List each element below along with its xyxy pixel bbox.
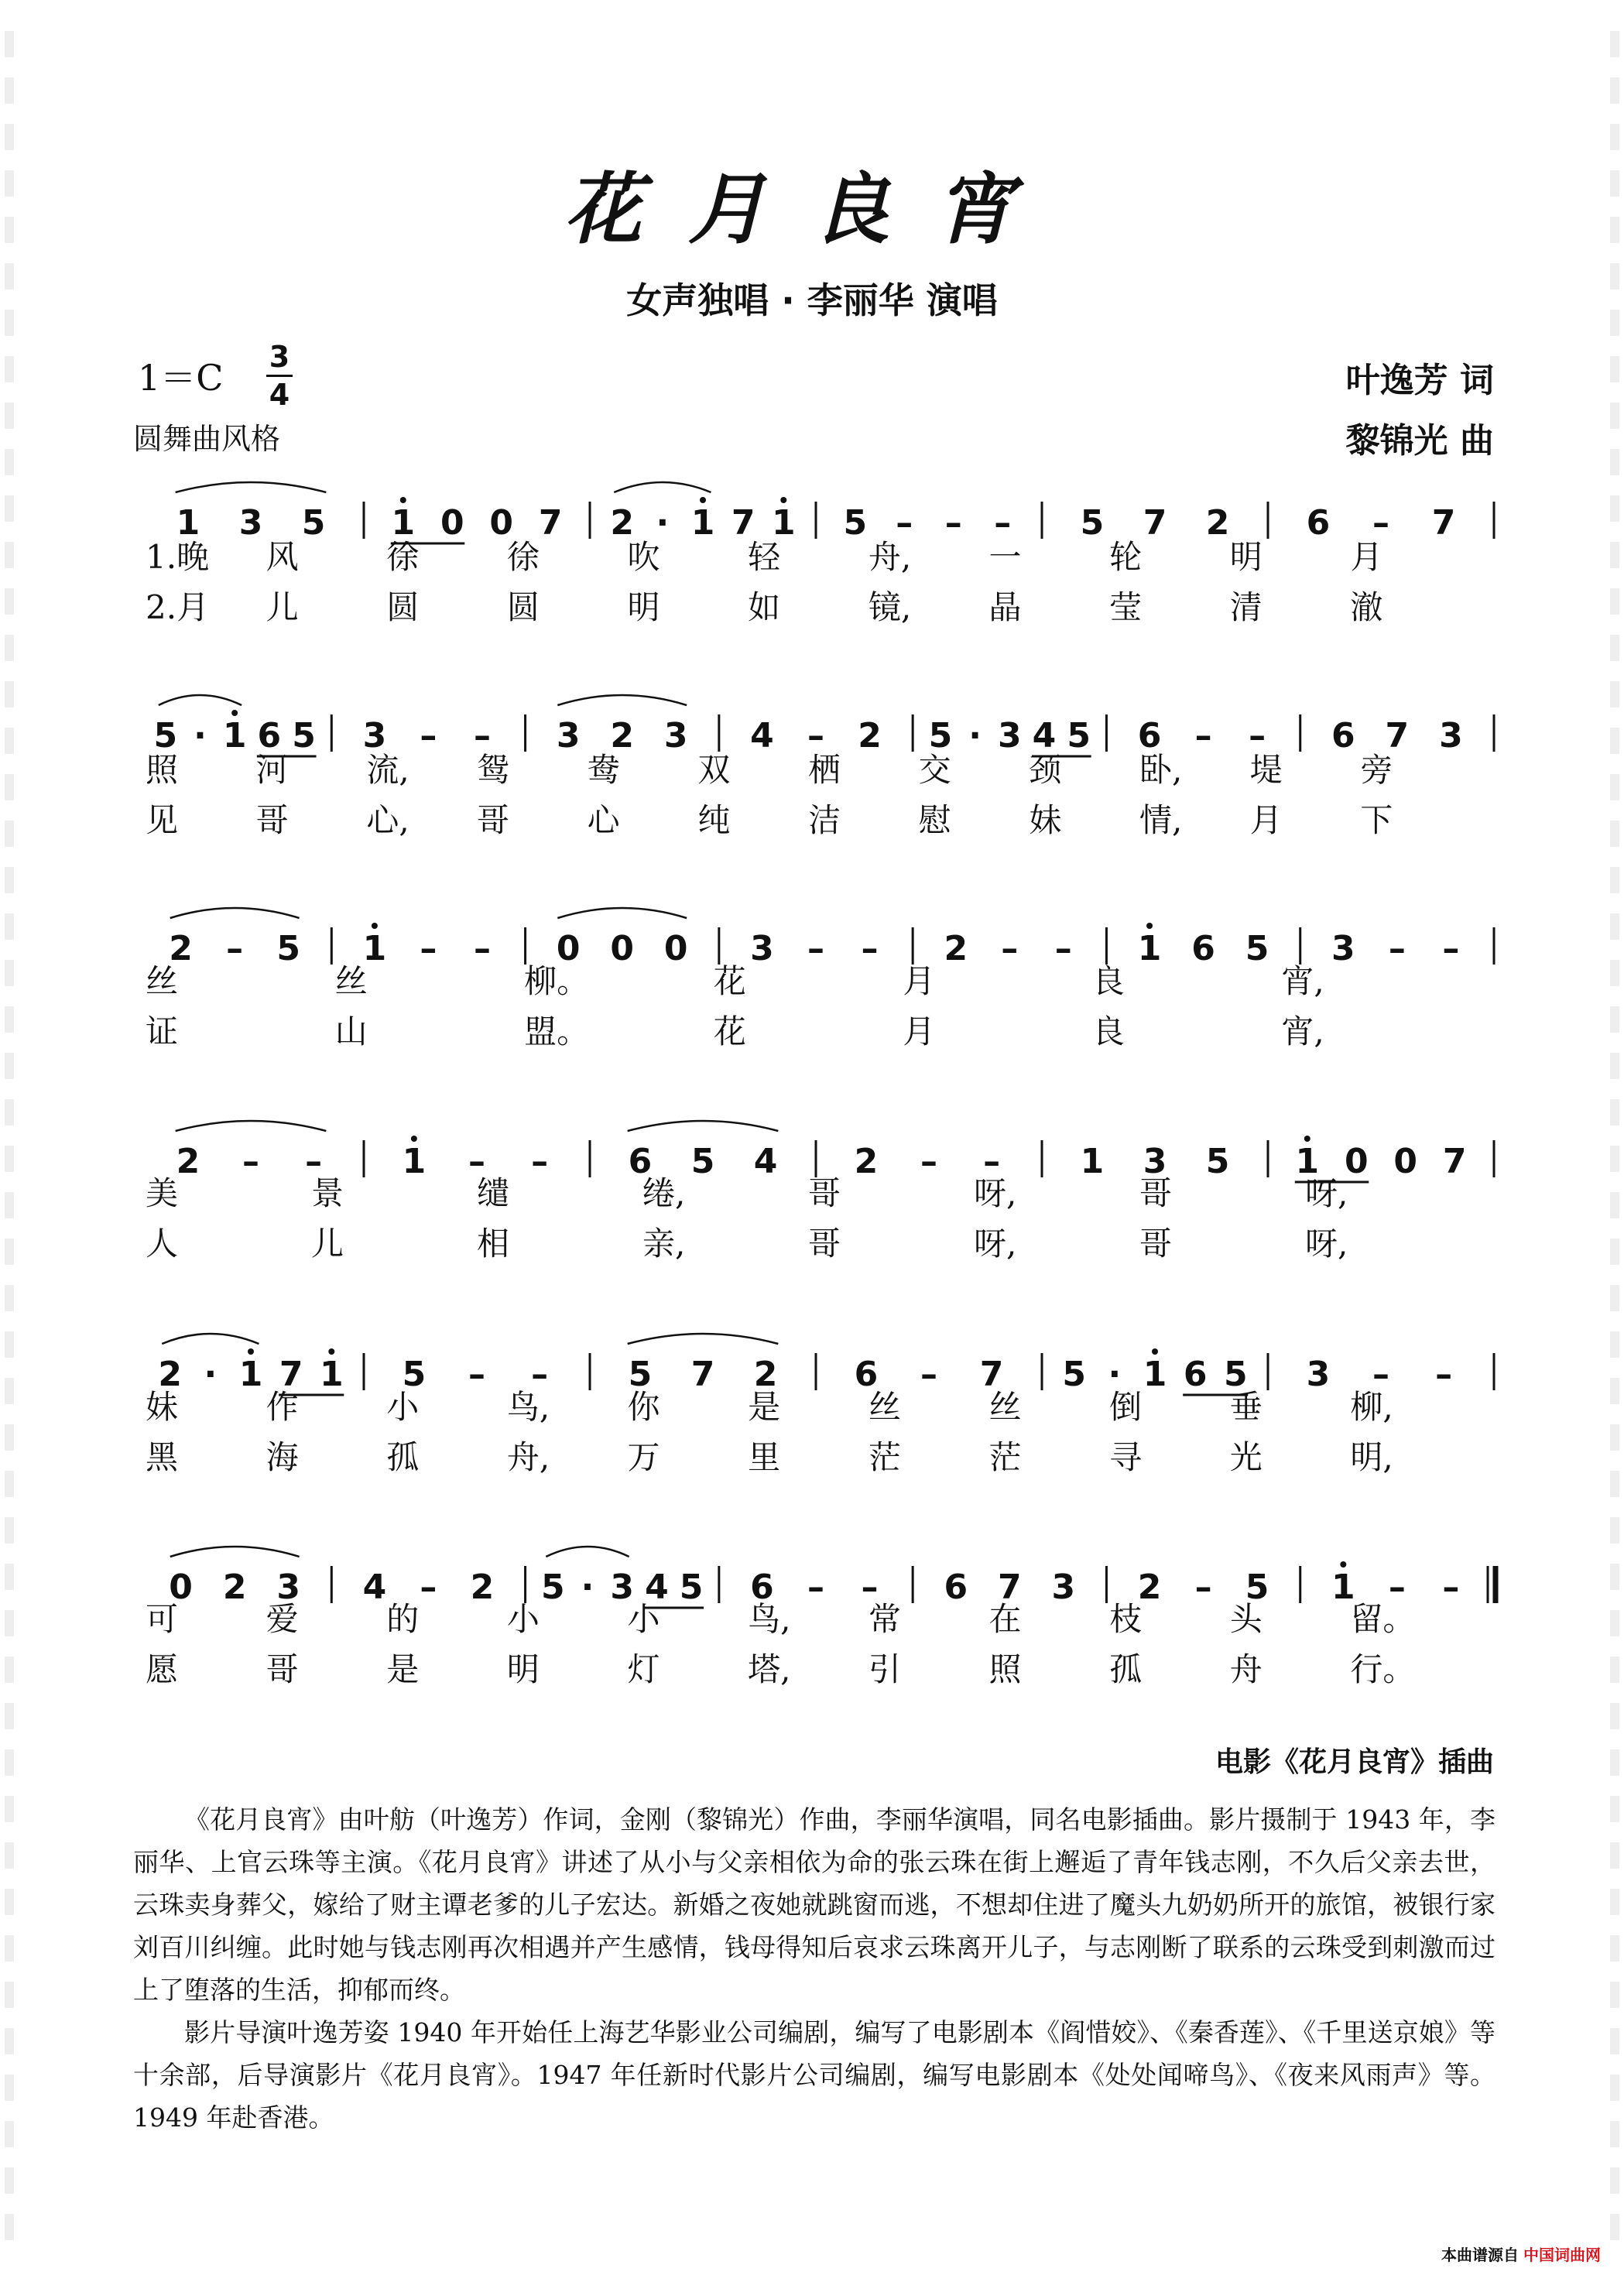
note: 4 <box>645 1568 669 1607</box>
note: 1 <box>1295 1142 1320 1181</box>
note: 6 <box>750 1568 774 1607</box>
dash-mark: – <box>468 1142 485 1181</box>
song-notes <box>133 1798 1496 2139</box>
lyric-verse-1: 呀, <box>974 1174 1017 1212</box>
slur <box>170 908 300 918</box>
lyric-verse-1: 哥 <box>808 1174 841 1212</box>
lyric-verse-2: 良 <box>1091 1013 1125 1050</box>
footer-brand-link[interactable]: 中国词曲网 <box>1523 2246 1601 2264</box>
lyric-verse-1: 的 <box>386 1600 420 1638</box>
lyric-verse-1: 徐 <box>506 538 540 576</box>
note: 6 <box>1191 929 1215 968</box>
note: 7 <box>979 1355 1004 1394</box>
lyric-verse-2: 孤 <box>386 1438 420 1476</box>
lyric-verse-1: 小 <box>627 1600 660 1638</box>
note: 1 <box>771 503 796 543</box>
dash-mark: – <box>242 1142 259 1181</box>
dash-mark: – <box>420 716 437 756</box>
note: 2 <box>1137 1568 1162 1607</box>
lyric-verse-2: 茫 <box>868 1438 901 1476</box>
dash-mark: – <box>1372 1355 1389 1394</box>
note: 0 <box>663 929 688 968</box>
note: 1 <box>391 503 416 543</box>
high-octave-dot <box>1146 923 1153 929</box>
high-octave-dot <box>411 1136 417 1142</box>
note: 5 <box>690 1142 715 1181</box>
slur <box>176 1121 327 1131</box>
lyric-verse-2: 舟 <box>1229 1650 1263 1688</box>
lyric-verse-1: 吹 <box>627 538 660 576</box>
note: 0 <box>1393 1142 1418 1181</box>
composer-credit: 黎锦光 曲 <box>1345 421 1494 461</box>
note: 1 <box>1143 1355 1167 1394</box>
dot-mark: · <box>581 1568 594 1607</box>
lyric-verse-2: 灯 <box>627 1650 660 1688</box>
lyric-verse-2: 月 <box>1249 801 1283 839</box>
dot-mark: · <box>656 503 670 543</box>
dash-mark: – <box>468 1355 485 1394</box>
lyric-verse-2: 纯 <box>697 801 731 839</box>
note: 1 <box>222 716 247 756</box>
note: 7 <box>731 503 755 543</box>
footer-source: 本曲谱源自 <box>1441 2246 1519 2264</box>
note: 4 <box>750 716 774 756</box>
dash-mark: – <box>944 503 962 543</box>
lyric-verse-2: 月 <box>903 1013 936 1050</box>
lyric-verse-1: 鸯 <box>587 751 620 789</box>
lyric-verse-2: 圆 <box>506 588 540 626</box>
key-signature: 1＝C <box>138 357 224 399</box>
high-octave-dot <box>1152 1348 1158 1355</box>
lyric-verse-2: 下 <box>1360 801 1393 839</box>
lyric-verse-1: 良 <box>1091 962 1125 1000</box>
high-octave-dot <box>1340 1561 1346 1568</box>
lyric-verse-1: 丝 <box>988 1388 1022 1426</box>
lyric-verse-1: 卧, <box>1139 751 1183 789</box>
lyric-verse-1: 花 <box>713 962 746 1000</box>
lyric-verse-1: 交 <box>918 751 951 789</box>
lyricist-credit: 叶逸芳 词 <box>1345 361 1494 400</box>
dash-mark: – <box>420 929 437 968</box>
note: 7 <box>279 1355 303 1394</box>
lyric-verse-1: 在 <box>988 1600 1022 1638</box>
note: 3 <box>750 929 774 968</box>
lyric-verse-1: 丝 <box>146 962 179 1000</box>
note: 5 <box>1067 716 1091 756</box>
slur <box>557 695 687 705</box>
note: 5 <box>402 1355 427 1394</box>
note: 5 <box>843 503 868 543</box>
lyric-verse-2: 洁 <box>808 801 841 839</box>
slur <box>628 1121 779 1131</box>
lyric-verse-1: 1.晚 <box>146 538 210 576</box>
lyric-verse-1: 头 <box>1229 1600 1263 1638</box>
note: 0 <box>1344 1142 1369 1181</box>
lyric-verse-2: 人 <box>146 1225 179 1263</box>
dash-mark: – <box>1054 929 1072 968</box>
lyric-verse-1: 留。 <box>1350 1600 1416 1638</box>
notes-paragraph: 影片导演叶逸芳姿 1940 年开始任上海艺华影业公司编剧，编写了电影剧本《阎惜姣》、《秦香莲》、《千里送京娘》等十余部，后导演影片《花月良宵》。1947 年任新时代影片公司编剧，编写电影剧本《处处闻啼鸟》、《夜来风雨声》等。1949 年赴香港。 <box>133 2017 1496 2133</box>
lyric-verse-1: 丝 <box>334 962 368 1000</box>
note: 3 <box>276 1568 300 1607</box>
note: 7 <box>538 503 563 543</box>
lyric-verse-2: 海 <box>266 1438 299 1476</box>
dash-mark: – <box>1442 929 1460 968</box>
slur <box>159 695 242 705</box>
high-octave-dot <box>700 497 706 503</box>
dash-mark: – <box>1194 716 1212 756</box>
note: 1 <box>1331 1568 1355 1607</box>
lyric-verse-1: 鸳 <box>477 751 510 789</box>
note: 0 <box>556 929 581 968</box>
lyric-verse-1: 呀, <box>1305 1174 1348 1212</box>
lyric-verse-2: 照 <box>988 1650 1022 1688</box>
slur <box>614 482 711 492</box>
lyric-verse-1: 绻, <box>642 1174 686 1212</box>
note: 2 <box>610 716 635 756</box>
lyric-verse-1: 徐 <box>386 538 420 576</box>
slur <box>628 1334 779 1344</box>
film-insert-note: 电影《花月良宵》插曲 <box>1215 1746 1494 1778</box>
note: 2 <box>944 929 968 968</box>
note: 0 <box>169 1568 193 1607</box>
dash-mark: – <box>305 1142 323 1181</box>
style-note: 圆舞曲风格 <box>133 422 281 456</box>
lyric-verse-2: 澈 <box>1350 588 1383 626</box>
note: 4 <box>753 1142 778 1181</box>
lyric-verse-2: 盟。 <box>524 1013 590 1050</box>
note: 7 <box>1385 716 1410 756</box>
dash-mark: – <box>983 1142 1001 1181</box>
high-octave-dot <box>328 1348 334 1355</box>
dash-mark: – <box>226 929 244 968</box>
high-octave-dot <box>231 710 238 716</box>
note: 3 <box>610 1568 635 1607</box>
note: 6 <box>1183 1355 1208 1394</box>
note: 2 <box>169 929 193 968</box>
lyric-verse-1: 月 <box>1350 538 1383 576</box>
lyric-verse-2: 舟, <box>506 1438 550 1476</box>
lyric-verse-1: 作 <box>266 1388 299 1426</box>
lyric-verse-2: 呀, <box>974 1225 1017 1263</box>
lyric-verse-2: 情, <box>1139 801 1183 839</box>
note: 3 <box>997 716 1022 756</box>
dot-mark: · <box>194 716 207 756</box>
slur <box>162 1334 259 1344</box>
lyric-verse-2: 亲, <box>642 1225 686 1263</box>
note: 3 <box>663 716 688 756</box>
lyric-verse-1: 一 <box>988 538 1022 576</box>
lyric-verse-2: 心 <box>587 801 620 839</box>
note: 5 <box>1223 1355 1248 1394</box>
lyric-verse-1: 舟, <box>868 538 912 576</box>
note: 5 <box>276 929 300 968</box>
note: 7 <box>997 1568 1022 1607</box>
dash-mark: – <box>473 929 491 968</box>
note: 6 <box>854 1355 879 1394</box>
lyric-verse-2: 寻 <box>1109 1438 1143 1476</box>
note: 3 <box>362 716 387 756</box>
note: 1 <box>319 1355 344 1394</box>
meter-top: 3 <box>269 340 290 374</box>
lyric-verse-2: 如 <box>748 588 781 626</box>
dash-mark: – <box>861 1568 879 1607</box>
note: 2 <box>222 1568 247 1607</box>
lyric-verse-2: 镜, <box>868 588 912 626</box>
lyric-verse-1: 可 <box>146 1600 179 1638</box>
note: 7 <box>1143 503 1167 543</box>
lyric-verse-1: 丝 <box>868 1388 901 1426</box>
slur <box>176 482 327 492</box>
dash-mark: – <box>531 1355 549 1394</box>
lyric-verse-2: 明 <box>627 588 660 626</box>
lyric-verse-1: 旁 <box>1360 751 1393 789</box>
lyric-verse-2: 明 <box>506 1650 540 1688</box>
lyric-verse-1: 哥 <box>1139 1174 1173 1212</box>
note: 6 <box>257 716 282 756</box>
dash-mark: – <box>920 1142 937 1181</box>
note: 2 <box>158 1355 183 1394</box>
note: 6 <box>1306 503 1331 543</box>
lyric-verse-1: 美 <box>146 1174 179 1212</box>
lyric-verse-1: 你 <box>627 1388 660 1426</box>
high-octave-dot <box>248 1348 254 1355</box>
lyric-verse-1: 堤 <box>1249 751 1283 789</box>
lyric-verse-2: 证 <box>146 1013 179 1050</box>
note: 3 <box>556 716 581 756</box>
dash-mark: – <box>420 1568 437 1607</box>
lyric-verse-1: 景 <box>311 1174 344 1212</box>
note: 0 <box>440 503 464 543</box>
note: 1 <box>238 1355 263 1394</box>
note: 2 <box>858 716 882 756</box>
lyric-verse-2: 愿 <box>146 1650 179 1688</box>
note: 5 <box>153 716 178 756</box>
lyric-verse-2: 哥 <box>255 801 289 839</box>
lyric-verse-2: 山 <box>334 1013 368 1050</box>
dash-mark: – <box>896 503 913 543</box>
note: 1 <box>402 1142 427 1181</box>
note: 6 <box>628 1142 653 1181</box>
dash-mark: – <box>807 716 824 756</box>
lyric-verse-1: 常 <box>868 1600 901 1638</box>
lyric-verse-2: 清 <box>1229 588 1263 626</box>
high-octave-dot <box>1304 1136 1311 1142</box>
lyric-verse-2: 黑 <box>146 1438 179 1476</box>
lyric-verse-2: 里 <box>748 1438 781 1476</box>
lyric-verse-2: 哥 <box>477 801 510 839</box>
lyric-verse-2: 是 <box>386 1650 420 1688</box>
dash-mark: – <box>1249 716 1266 756</box>
lyric-verse-2: 儿 <box>266 588 299 626</box>
high-octave-dot <box>372 923 378 929</box>
lyric-verse-2: 2.月 <box>146 588 210 626</box>
note: 5 <box>1080 503 1105 543</box>
lyric-verse-1: 缱 <box>477 1174 510 1212</box>
song-title: 花月良宵 <box>564 163 1060 255</box>
dash-mark: – <box>1388 1568 1406 1607</box>
dot-mark: · <box>204 1355 218 1394</box>
note: 5 <box>301 503 326 543</box>
lyric-verse-2: 圆 <box>386 588 420 626</box>
note: 2 <box>753 1355 778 1394</box>
note: 3 <box>1306 1355 1331 1394</box>
note: 2 <box>176 1142 200 1181</box>
lyric-verse-2: 引 <box>868 1650 901 1688</box>
lyric-verse-2: 哥 <box>266 1650 299 1688</box>
note: 7 <box>690 1355 715 1394</box>
note: 2 <box>1205 503 1230 543</box>
slur <box>170 1547 300 1557</box>
note: 2 <box>470 1568 495 1607</box>
lyric-verse-2: 光 <box>1229 1438 1263 1476</box>
note: 1 <box>362 929 387 968</box>
lyric-verse-1: 照 <box>146 751 179 789</box>
lyric-verse-2: 相 <box>477 1225 510 1263</box>
lyric-verse-2: 莹 <box>1109 588 1143 626</box>
lyric-verse-2: 行。 <box>1350 1650 1416 1688</box>
slur <box>546 1547 629 1557</box>
lyric-verse-1: 风 <box>266 538 299 576</box>
lyric-verse-1: 明 <box>1229 538 1263 576</box>
slur <box>557 908 687 918</box>
lyric-verse-1: 月 <box>903 962 936 1000</box>
lyric-verse-2: 见 <box>146 801 179 839</box>
note: 5 <box>1205 1142 1230 1181</box>
lyric-verse-2: 晶 <box>988 588 1022 626</box>
dash-mark: – <box>920 1355 937 1394</box>
lyric-verse-1: 柳。 <box>524 962 590 1000</box>
lyric-verse-1: 垂 <box>1229 1388 1263 1426</box>
note: 5 <box>928 716 953 756</box>
dash-mark: – <box>807 929 824 968</box>
lyric-verse-1: 栖 <box>808 751 841 789</box>
note: 5 <box>541 1568 565 1607</box>
dash-mark: – <box>994 503 1012 543</box>
lyric-verse-1: 鸟, <box>506 1388 550 1426</box>
lyric-verse-2: 茫 <box>988 1438 1022 1476</box>
note: 1 <box>1080 1142 1105 1181</box>
lyric-verse-2: 哥 <box>1139 1225 1173 1263</box>
lyric-verse-1: 河 <box>255 751 289 789</box>
dash-mark: – <box>1442 1568 1460 1607</box>
dash-mark: – <box>807 1568 824 1607</box>
lyric-verse-2: 妹 <box>1029 801 1062 839</box>
dash-mark: – <box>1435 1355 1453 1394</box>
note: 5 <box>292 716 316 756</box>
dash-mark: – <box>1372 503 1389 543</box>
lyric-verse-2: 儿 <box>311 1225 344 1263</box>
note: 5 <box>1245 1568 1269 1607</box>
lyric-verse-1: 妹 <box>146 1388 179 1426</box>
lyric-verse-2: 塔, <box>748 1650 791 1688</box>
note: 3 <box>1439 716 1463 756</box>
lyric-verse-1: 柳, <box>1350 1388 1393 1426</box>
note: 5 <box>1062 1355 1087 1394</box>
note: 0 <box>610 929 635 968</box>
note: 6 <box>1331 716 1355 756</box>
note: 3 <box>1143 1142 1167 1181</box>
lyric-verse-2: 花 <box>713 1013 746 1050</box>
dash-mark: – <box>473 716 491 756</box>
note: 5 <box>628 1355 653 1394</box>
lyric-verse-1: 枝 <box>1109 1600 1143 1638</box>
note: 2 <box>854 1142 879 1181</box>
note: 1 <box>690 503 715 543</box>
song-subtitle: 女声独唱 · 李丽华 演唱 <box>626 279 998 321</box>
note: 5 <box>679 1568 704 1607</box>
note: 6 <box>1137 716 1162 756</box>
note: 3 <box>1051 1568 1076 1607</box>
dash-mark: – <box>1001 929 1019 968</box>
lyric-verse-1: 鸟, <box>748 1600 791 1638</box>
note: 1 <box>176 503 200 543</box>
lyric-verse-1: 轻 <box>748 538 781 576</box>
lyric-verse-1: 是 <box>748 1388 781 1426</box>
note: 6 <box>944 1568 968 1607</box>
lyric-verse-2: 呀, <box>1305 1225 1348 1263</box>
lyric-verse-1: 倒 <box>1109 1388 1143 1426</box>
lyric-verse-2: 哥 <box>808 1225 841 1263</box>
lyric-verse-2: 孤 <box>1109 1650 1143 1688</box>
lyric-verse-2: 明, <box>1350 1438 1393 1476</box>
lyric-verse-2: 慰 <box>918 801 951 839</box>
high-octave-dot <box>400 497 406 503</box>
lyric-verse-1: 双 <box>697 751 731 789</box>
note: 7 <box>1442 1142 1467 1181</box>
source-footer <box>1441 2243 1601 2265</box>
lyric-verse-1: 爱 <box>266 1600 299 1638</box>
note: 5 <box>1245 929 1269 968</box>
dot-mark: · <box>1108 1355 1122 1394</box>
lyric-verse-1: 小 <box>506 1600 540 1638</box>
notes-paragraph: 《花月良宵》由叶舫（叶逸芳）作词，金刚（黎锦光）作曲，李丽华演唱，同名电影插曲。影片摄制于 1943 年，李丽华、上官云珠等主演。《花月良宵》讲述了从小与父亲相依为命的张云珠在街上邂逅了青年钱志刚，不久后父亲去世，云珠卖身葬父，嫁给了财主谭老爹的儿子宏达。新婚之夜她就跳窗而逃，不想却住进了魔头九奶奶所开的旅馆，被银行家刘百川纠缠。此时她与钱志刚再次相遇并产生感情，钱母得知后哀求云珠离开儿子，与志刚断了联系的云珠受到刺激而过上了堕落的生活，抑郁而终。 <box>133 1804 1496 2005</box>
note: 7 <box>1431 503 1456 543</box>
dash-mark: – <box>861 929 879 968</box>
lyric-verse-2: 宵, <box>1281 1013 1324 1050</box>
note: 4 <box>1032 716 1057 756</box>
lyric-verse-1: 流, <box>366 751 409 789</box>
note: 3 <box>1331 929 1355 968</box>
dot-mark: · <box>968 716 982 756</box>
lyric-verse-2: 万 <box>627 1438 660 1476</box>
note: 4 <box>362 1568 387 1607</box>
high-octave-dot <box>780 497 786 503</box>
lyric-verse-2: 心, <box>366 801 409 839</box>
dash-mark: – <box>1194 1568 1212 1607</box>
lyric-verse-1: 颈 <box>1029 751 1062 789</box>
lyric-verse-1: 宵, <box>1281 962 1324 1000</box>
lyric-verse-1: 轮 <box>1109 538 1143 576</box>
note: 1 <box>1137 929 1162 968</box>
note: 2 <box>610 503 635 543</box>
dash-mark: – <box>1388 929 1406 968</box>
note: 3 <box>238 503 263 543</box>
meter-bottom: 4 <box>269 378 290 412</box>
note: 0 <box>489 503 514 543</box>
dash-mark: – <box>531 1142 549 1181</box>
lyric-verse-1: 小 <box>386 1388 420 1426</box>
